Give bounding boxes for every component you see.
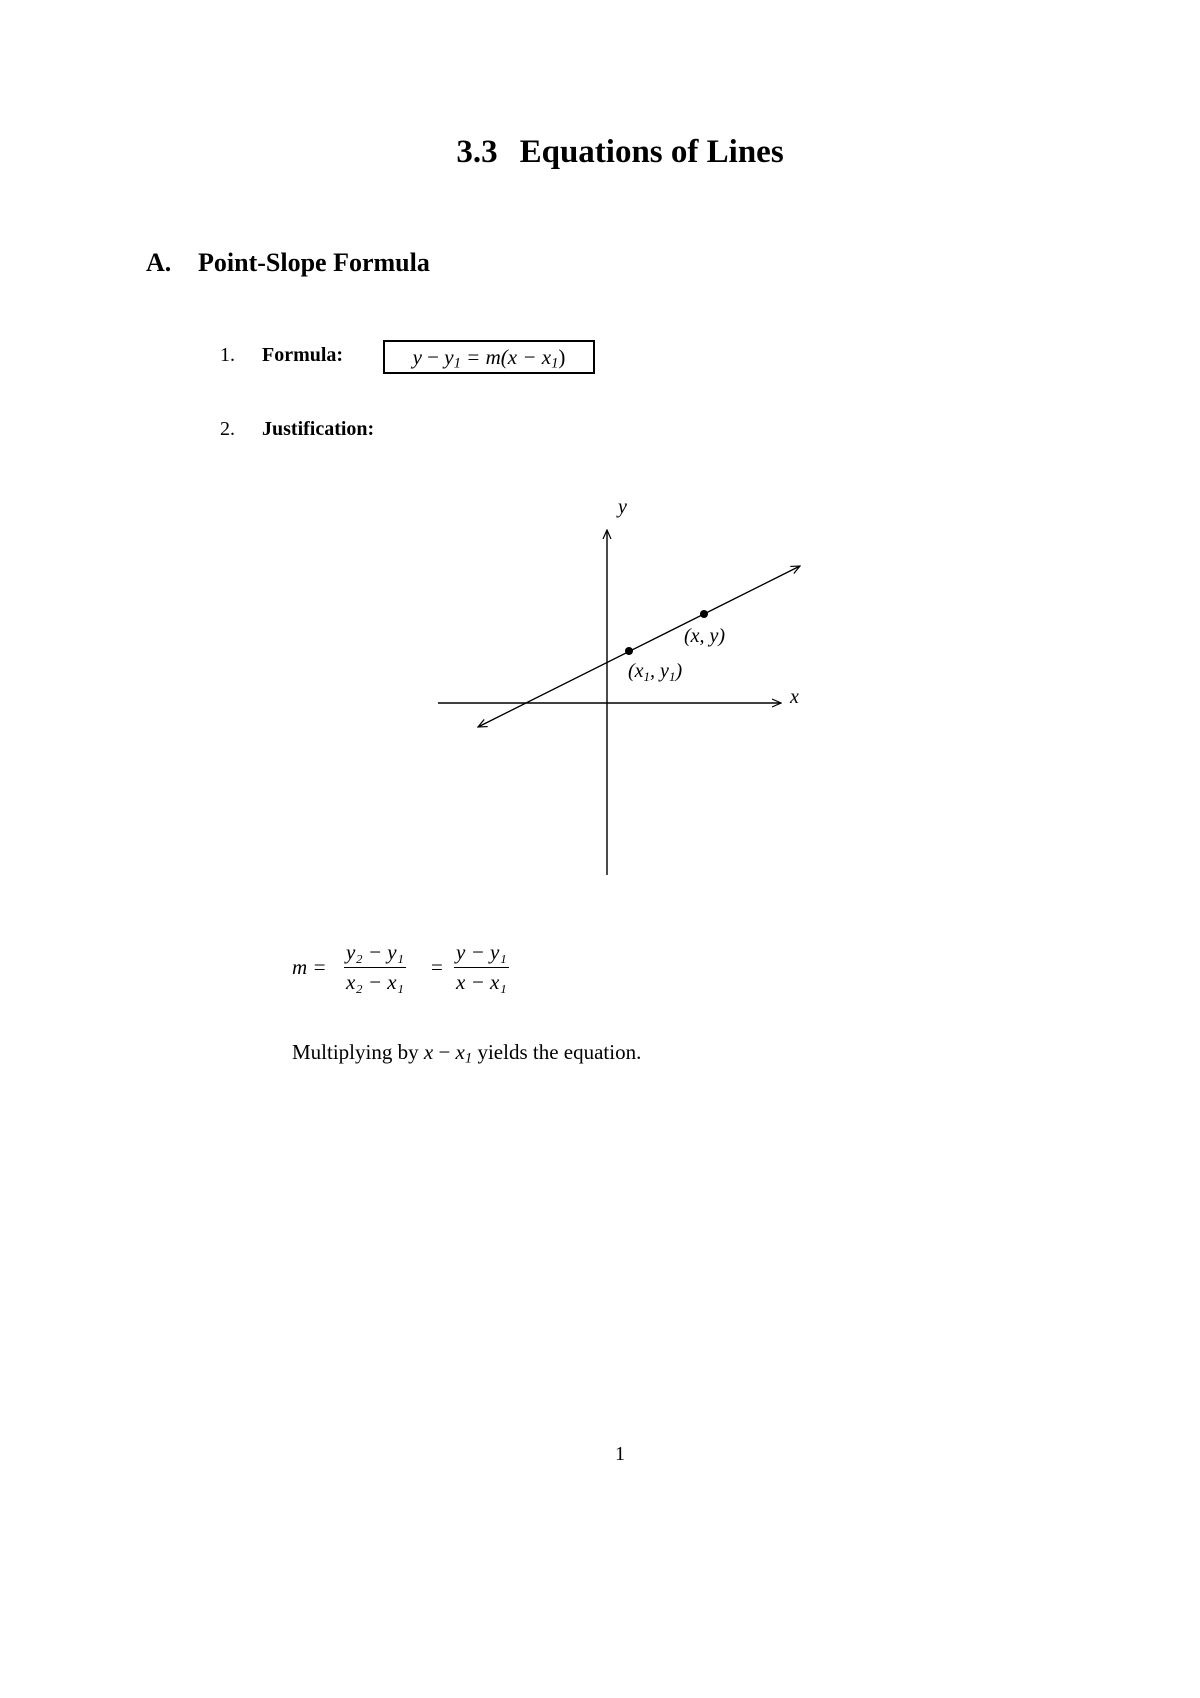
item-number: 2. — [220, 418, 235, 440]
point-given-label-open: (x — [628, 660, 644, 682]
sentence-after: yields the equation. — [472, 1040, 642, 1064]
title-text: Equations of Lines — [519, 134, 784, 170]
point-given-label-close: ) — [675, 660, 683, 682]
formula-rhs: = m(x − x — [460, 345, 552, 369]
page-title — [0, 134, 1200, 171]
fraction-1-numerator: y₂ − y₁ — [344, 940, 406, 968]
point-slope-formula-box — [383, 340, 595, 374]
formula-var-y: y — [412, 345, 422, 369]
slope-fraction-2 — [454, 940, 509, 995]
page-number: 1 — [615, 1443, 625, 1465]
equals-sign: = — [431, 955, 443, 979]
conclusion-sentence — [292, 1040, 641, 1068]
sentence-math-x: x — [423, 1040, 434, 1064]
item-label: Formula: — [262, 344, 344, 366]
fraction-2-numerator: y − y₁ — [454, 940, 509, 968]
item-number: 1. — [220, 344, 235, 366]
section-heading — [146, 248, 430, 278]
slope-fraction-1 — [344, 940, 406, 995]
item-justification — [220, 418, 374, 441]
item-label: Justification: — [262, 418, 375, 440]
sentence-math-minus: − — [433, 1040, 456, 1064]
point-given-sub-x: 1 — [643, 669, 651, 684]
formula-minus: − — [421, 345, 445, 369]
formula-sub-1: 1 — [453, 355, 461, 372]
point-given — [625, 647, 633, 655]
m-equals: m = — [292, 955, 327, 979]
sentence-before: Multiplying by — [292, 1040, 424, 1064]
point-given-label — [628, 660, 682, 684]
formula-var-y1: y — [444, 345, 454, 369]
point-given-label-mid: , y — [650, 660, 669, 682]
sentence-math-sub: 1 — [464, 1050, 473, 1067]
formula-close-paren: ) — [558, 345, 566, 369]
sentence-math-x1: x — [455, 1040, 465, 1064]
point-general — [700, 610, 708, 618]
x-axis-label: x — [790, 686, 799, 708]
fraction-1-denominator: x₂ − x₁ — [346, 970, 404, 994]
y-axis-label: y — [618, 496, 627, 518]
section-letter: A. — [146, 248, 172, 277]
fraction-2-denominator: x − x₁ — [456, 970, 507, 994]
formula-sub-1b: 1 — [551, 355, 559, 372]
point-general-label: (x, y) — [684, 625, 726, 647]
section-title: Point-Slope Formula — [198, 248, 430, 277]
item-formula — [220, 344, 343, 367]
line-graph — [400, 490, 820, 890]
section-number: 3.3 — [456, 134, 498, 170]
point-given-sub-y: 1 — [668, 669, 676, 684]
